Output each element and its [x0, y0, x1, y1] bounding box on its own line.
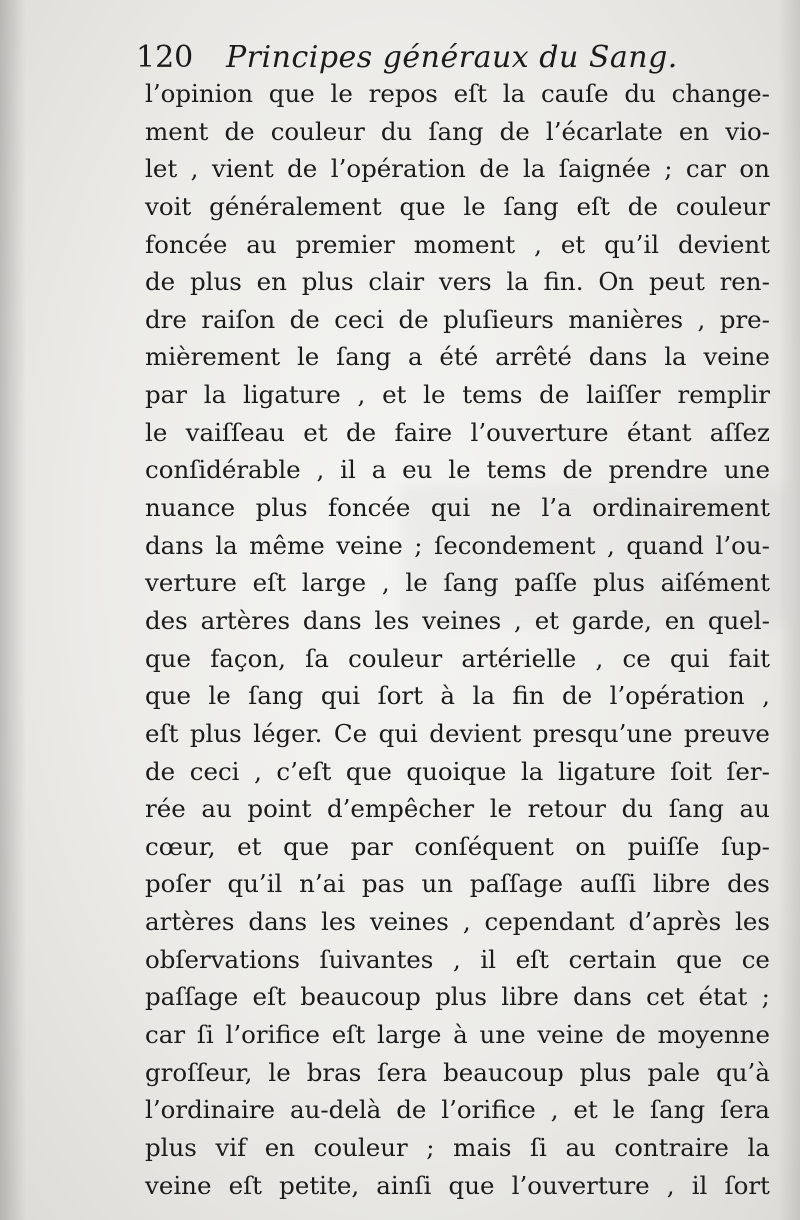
text-line: ment de couleur du ſang de l’écarlate en vio-	[145, 116, 770, 146]
text-line: de ceci , c’eſt que quoique la ligature ſoit ſer-	[145, 756, 770, 786]
text-line: le vaiſſeau et de faire l’ouverture étant aſſez	[145, 417, 770, 447]
text-line: veine eſt petite, ainſi que l’ouverture , il ſort	[145, 1170, 770, 1200]
text-line: poſer qu’il n’ai pas un paſſage auſſi libre des	[145, 869, 770, 899]
text-line: eſt plus léger. Ce qui devient presqu’une preuve	[145, 718, 770, 748]
page-number: 120	[136, 40, 194, 75]
text-line: de plus en plus clair vers la fin. On peut ren-	[145, 267, 770, 297]
text-line: foncée au premier moment , et qu’il devient	[145, 229, 770, 259]
binding-shadow	[0, 0, 26, 1220]
text-line: que façon, ſa couleur artérielle , ce qui fait	[145, 643, 770, 673]
body-text	[145, 75, 770, 1204]
text-line: conſidérable , il a eu le tems de prendre une	[145, 455, 770, 485]
text-line: l’ordinaire au-delà de l’orifice , et le ſang ſera	[145, 1095, 770, 1125]
text-line: paſſage eſt beaucoup plus libre dans cet état ;	[145, 982, 770, 1012]
text-line: dans la même veine ; ſecondement , quand l’ou-	[145, 530, 770, 560]
text-line: rée au point d’empêcher le retour du ſang au	[145, 794, 770, 824]
running-title: Principes généraux du Sang.	[226, 40, 678, 75]
text-line: dre raiſon de ceci de pluſieurs manières , pre-	[145, 304, 770, 334]
text-line: car ſi l’orifice eſt large à une veine de moyenne	[145, 1020, 770, 1050]
text-line: l’opinion que le repos eſt la cauſe du change-	[145, 79, 770, 108]
text-line: let , vient de l’opération de la ſaignée ; car on	[145, 154, 770, 184]
text-line: mièrement le ſang a été arrêté dans la veine	[145, 342, 770, 372]
text-line: voit généralement que le ſang eſt de couleur	[145, 191, 770, 221]
text-line: plus vif en couleur ; mais ſi au contraire la	[145, 1132, 770, 1162]
text-line: des artères dans les veines , et garde, en quel-	[145, 605, 770, 635]
text-line: cœur, et que par conſéquent on puiſſe ſup-	[145, 831, 770, 861]
text-line: verture eſt large , le ſang paſſe plus aiſément	[145, 568, 770, 598]
text-line: nuance plus foncée qui ne l’a ordinairement	[145, 493, 770, 523]
text-line: que le ſang qui ſort à la fin de l’opération ,	[145, 681, 770, 711]
text-line: obſervations ſuivantes , il eſt certain que ce	[145, 944, 770, 974]
text-line: artères dans les veines , cependant d’après les	[145, 907, 770, 937]
text-line: par la ligature , et le tems de laiſſer remplir	[145, 380, 770, 410]
text-line: groſſeur, le bras ſera beaucoup plus pale qu’à	[145, 1057, 770, 1087]
